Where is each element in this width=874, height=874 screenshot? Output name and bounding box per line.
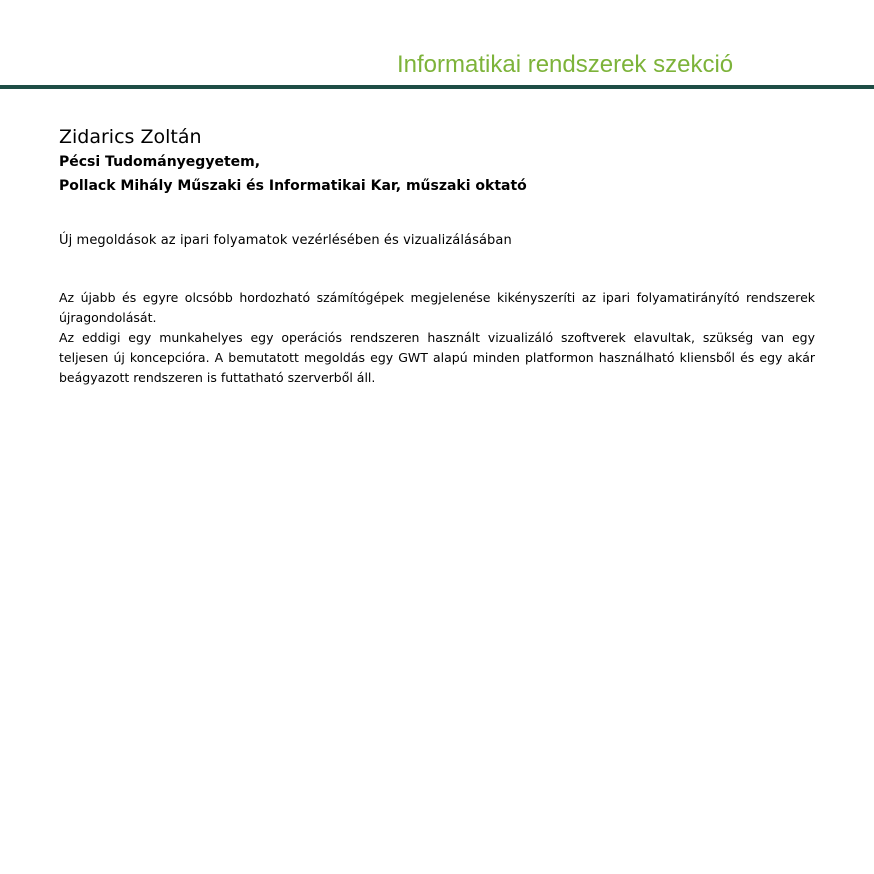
abstract-paragraph: Az újabb és egyre olcsóbb hordozható számítógépek megjelenése kikényszeríti az ipari folyamatirányító rendszerek újragondolását.	[59, 290, 815, 325]
section-title: Informatikai rendszerek szekció	[397, 51, 734, 78]
abstract	[59, 288, 815, 388]
header-divider	[0, 85, 874, 89]
abstract-paragraph: Az eddigi egy munkahelyes egy operációs rendszeren használt vizualizáló szoftverek elavultak, szükség van egy teljesen új koncepcióra. A bemutatott megoldás egy GWT alapú minden platformon használható kliensből és egy akár beágyazott rendszeren is futtatható szerverből áll.	[59, 330, 815, 385]
speaker-name: Zidarics Zoltán	[59, 126, 202, 148]
speaker-affiliation-faculty: Pollack Mihály Műszaki és Informatikai Kar, műszaki oktató	[59, 178, 527, 194]
talk-title: Új megoldások az ipari folyamatok vezérlésében és vizualizálásában	[59, 233, 512, 248]
speaker-affiliation-university: Pécsi Tudományegyetem,	[59, 154, 261, 170]
